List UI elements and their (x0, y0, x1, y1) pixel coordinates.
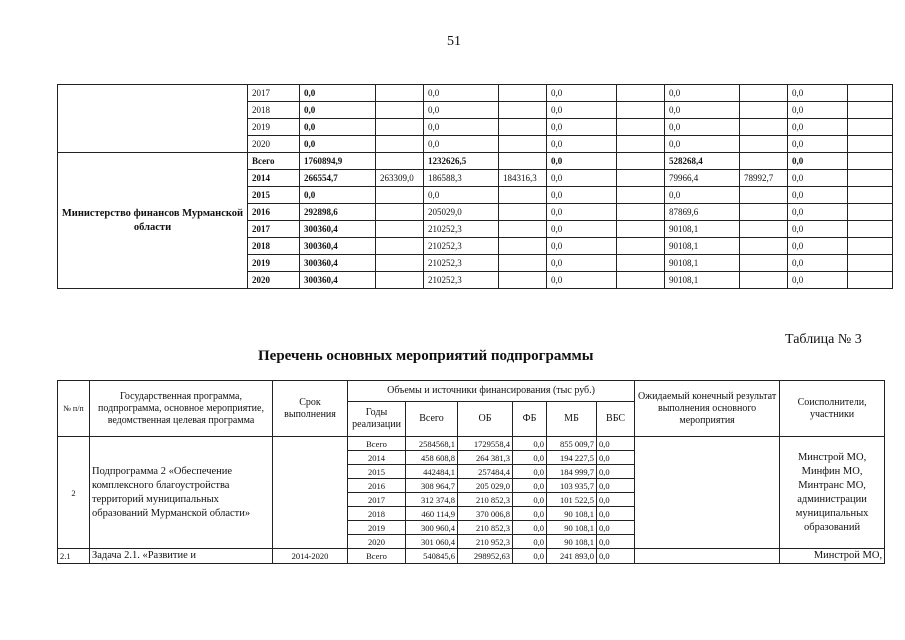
fb-cell: 0,0 (547, 187, 617, 204)
term-cell: 2014-2020 (273, 549, 348, 564)
fb-cell: 0,0 (547, 153, 617, 170)
ob-alt-cell (499, 238, 547, 255)
mb-cell: 90 108,1 (547, 535, 597, 549)
ob-cell: 0,0 (424, 119, 499, 136)
ob-cell: 210 852,3 (458, 493, 513, 507)
empty-cell (617, 272, 665, 289)
empty-cell (499, 102, 547, 119)
vbs-cell: 0,0 (597, 549, 635, 564)
table-row (58, 153, 893, 170)
mb-cell: 0,0 (665, 119, 740, 136)
empty-cell (848, 153, 893, 170)
vbs-cell: 0,0 (597, 521, 635, 535)
total-alt-cell: 263309,0 (376, 170, 424, 187)
empty-cell (499, 119, 547, 136)
empty-cell (848, 85, 893, 102)
fb-cell: 0,0 (547, 136, 617, 153)
total-cell: 2584568,1 (406, 437, 458, 451)
vbs-cell: 0,0 (597, 465, 635, 479)
fb-cell: 0,0 (513, 535, 547, 549)
mb-alt-cell (740, 221, 788, 238)
empty-cell (617, 204, 665, 221)
empty-cell (376, 102, 424, 119)
total-cell: 0,0 (300, 119, 376, 136)
total-cell: 0,0 (300, 102, 376, 119)
ob-cell: 205029,0 (424, 204, 499, 221)
mb-alt-cell (740, 204, 788, 221)
empty-cell (617, 187, 665, 204)
ob-cell: 0,0 (424, 85, 499, 102)
total-cell: 442484,1 (406, 465, 458, 479)
mb-cell: 0,0 (665, 187, 740, 204)
total-cell: 308 964,7 (406, 479, 458, 493)
fb-cell: 0,0 (513, 493, 547, 507)
total-cell: 300360,4 (300, 272, 376, 289)
result-cell (635, 549, 780, 564)
total-cell: 292898,6 (300, 204, 376, 221)
mb-cell: 194 227,5 (547, 451, 597, 465)
ob-cell: 210 852,3 (458, 521, 513, 535)
fb-cell: 0,0 (513, 451, 547, 465)
ob-cell: 298952,63 (458, 549, 513, 564)
fb-cell: 0,0 (547, 255, 617, 272)
vbs-cell: 0,0 (597, 493, 635, 507)
empty-cell (848, 204, 893, 221)
total-cell: 458 608,8 (406, 451, 458, 465)
coexec-cell: Минстрой МО, (780, 549, 885, 564)
header-fb: ФБ (513, 402, 547, 437)
mb-cell: 90 108,1 (547, 521, 597, 535)
row-number: 2 (58, 437, 90, 549)
empty-cell (848, 238, 893, 255)
vbs-cell: 0,0 (788, 119, 848, 136)
year-cell: 2020 (248, 136, 300, 153)
empty-cell (617, 119, 665, 136)
empty-cell (617, 238, 665, 255)
task-name: Задача 2.1. «Развитие и (90, 549, 273, 564)
section-title: Перечень основных мероприятий подпрограммы (258, 348, 594, 364)
result-cell (635, 437, 780, 549)
mb-cell: 528268,4 (665, 153, 740, 170)
ob-alt-cell: 184316,3 (499, 170, 547, 187)
header-total: Всего (406, 402, 458, 437)
ob-cell: 210252,3 (424, 221, 499, 238)
total-cell: 0,0 (300, 187, 376, 204)
header-years: Годы реализации (348, 402, 406, 437)
empty-owner-cell (58, 85, 248, 153)
term-cell (273, 437, 348, 549)
vbs-cell: 0,0 (788, 221, 848, 238)
fb-cell: 0,0 (547, 272, 617, 289)
empty-cell (848, 136, 893, 153)
ob-cell: 257484,4 (458, 465, 513, 479)
financing-table-continued (57, 84, 893, 289)
mb-alt-cell (740, 153, 788, 170)
fb-cell: 0,0 (513, 437, 547, 451)
empty-cell (617, 170, 665, 187)
mb-cell: 0,0 (665, 136, 740, 153)
vbs-cell: 0,0 (788, 85, 848, 102)
mb-cell: 90108,1 (665, 238, 740, 255)
ob-cell: 1232626,5 (424, 153, 499, 170)
empty-cell (617, 102, 665, 119)
total-alt-cell (376, 221, 424, 238)
table-row (58, 85, 893, 102)
mb-alt-cell (740, 238, 788, 255)
year-cell: 2018 (248, 102, 300, 119)
total-alt-cell (376, 187, 424, 204)
empty-cell (617, 153, 665, 170)
ob-cell: 264 381,3 (458, 451, 513, 465)
table-row (58, 437, 885, 451)
vbs-cell: 0,0 (788, 255, 848, 272)
mb-alt-cell (740, 272, 788, 289)
mb-cell: 90 108,1 (547, 507, 597, 521)
total-alt-cell (376, 272, 424, 289)
empty-cell (617, 221, 665, 238)
mb-alt-cell: 78992,7 (740, 170, 788, 187)
empty-cell (617, 85, 665, 102)
total-alt-cell (376, 255, 424, 272)
total-alt-cell (376, 238, 424, 255)
coexec-cell: Минстрой МО, Минфин МО, Минтранс МО, администрации муниципальных образований (780, 437, 885, 549)
fb-cell: 0,0 (513, 465, 547, 479)
mb-alt-cell (740, 255, 788, 272)
year-cell: 2019 (248, 255, 300, 272)
empty-cell (376, 85, 424, 102)
fb-cell: 0,0 (513, 507, 547, 521)
total-cell: 300 960,4 (406, 521, 458, 535)
total-cell: 300360,4 (300, 255, 376, 272)
fb-cell: 0,0 (547, 170, 617, 187)
fb-cell: 0,0 (547, 102, 617, 119)
year-cell: 2015 (348, 465, 406, 479)
fb-cell: 0,0 (547, 221, 617, 238)
ob-cell: 186588,3 (424, 170, 499, 187)
empty-cell (848, 272, 893, 289)
vbs-cell: 0,0 (788, 272, 848, 289)
empty-cell (376, 119, 424, 136)
mb-cell: 90108,1 (665, 221, 740, 238)
total-cell: 0,0 (300, 136, 376, 153)
empty-cell (848, 170, 893, 187)
vbs-cell: 0,0 (788, 187, 848, 204)
year-cell: 2019 (348, 521, 406, 535)
ob-cell: 1729558,4 (458, 437, 513, 451)
total-cell: 300360,4 (300, 238, 376, 255)
vbs-cell: 0,0 (597, 437, 635, 451)
table-label: Таблица № 3 (785, 332, 862, 347)
total-cell: 312 374,8 (406, 493, 458, 507)
vbs-cell: 0,0 (788, 136, 848, 153)
year-cell: 2017 (348, 493, 406, 507)
total-alt-cell (376, 153, 424, 170)
ob-alt-cell (499, 153, 547, 170)
vbs-cell: 0,0 (597, 451, 635, 465)
ob-cell: 210252,3 (424, 272, 499, 289)
mb-cell: 184 999,7 (547, 465, 597, 479)
empty-cell (848, 119, 893, 136)
empty-cell (617, 255, 665, 272)
year-cell: 2014 (248, 170, 300, 187)
total-cell: 266554,7 (300, 170, 376, 187)
header-ob: ОБ (458, 402, 513, 437)
table-row (58, 549, 885, 564)
mb-cell: 241 893,0 (547, 549, 597, 564)
ob-cell: 370 006,8 (458, 507, 513, 521)
ob-cell: 205 029,0 (458, 479, 513, 493)
empty-cell (848, 102, 893, 119)
ministry-name: Министерство финансов Мурманской области (58, 153, 248, 289)
mb-cell: 0,0 (665, 102, 740, 119)
row-number: 2.1 (58, 549, 90, 564)
year-cell: Всего (348, 549, 406, 564)
ob-alt-cell (499, 255, 547, 272)
empty-cell (740, 119, 788, 136)
empty-cell (848, 221, 893, 238)
mb-cell: 90108,1 (665, 272, 740, 289)
total-cell: 540845,6 (406, 549, 458, 564)
year-cell: 2015 (248, 187, 300, 204)
page-number: 51 (447, 34, 461, 49)
mb-cell: 855 009,7 (547, 437, 597, 451)
vbs-cell: 0,0 (788, 170, 848, 187)
ob-cell: 0,0 (424, 187, 499, 204)
fb-cell: 0,0 (547, 85, 617, 102)
ob-cell: 210252,3 (424, 255, 499, 272)
mb-alt-cell (740, 187, 788, 204)
empty-cell (617, 136, 665, 153)
mb-cell: 0,0 (665, 85, 740, 102)
year-cell: 2014 (348, 451, 406, 465)
empty-cell (376, 136, 424, 153)
mb-cell: 87869,6 (665, 204, 740, 221)
empty-cell (848, 187, 893, 204)
year-cell: 2019 (248, 119, 300, 136)
total-cell: 300360,4 (300, 221, 376, 238)
year-cell: 2020 (248, 272, 300, 289)
ob-cell: 210252,3 (424, 238, 499, 255)
empty-cell (740, 85, 788, 102)
ob-cell: 210 952,3 (458, 535, 513, 549)
year-cell: 2018 (248, 238, 300, 255)
mb-cell: 103 935,7 (547, 479, 597, 493)
empty-cell (740, 102, 788, 119)
vbs-cell: 0,0 (788, 238, 848, 255)
fb-cell: 0,0 (547, 204, 617, 221)
fb-cell: 0,0 (547, 238, 617, 255)
total-cell: 301 060,4 (406, 535, 458, 549)
year-cell: Всего (348, 437, 406, 451)
ob-alt-cell (499, 272, 547, 289)
total-cell: 0,0 (300, 85, 376, 102)
year-cell: 2017 (248, 221, 300, 238)
year-cell: 2018 (348, 507, 406, 521)
vbs-cell: 0,0 (788, 153, 848, 170)
year-cell: 2016 (348, 479, 406, 493)
vbs-cell: 0,0 (788, 204, 848, 221)
year-cell: 2020 (348, 535, 406, 549)
header-result: Ожидаемый конечный результат выполнения основного мероприятия (635, 381, 780, 437)
vbs-cell: 0,0 (597, 507, 635, 521)
ob-alt-cell (499, 187, 547, 204)
header-vbs: ВБС (597, 402, 635, 437)
header-num: № п/п (58, 381, 90, 437)
program-name: Подпрограмма 2 «Обеспечение комплексного благоустройства территорий муниципальных образований Мурманской области» (90, 437, 273, 549)
empty-cell (740, 136, 788, 153)
vbs-cell: 0,0 (597, 479, 635, 493)
header-term: Срок выполнения (273, 381, 348, 437)
header-coexec: Соисполнители, участники (780, 381, 885, 437)
ob-cell: 0,0 (424, 136, 499, 153)
fb-cell: 0,0 (547, 119, 617, 136)
header-funding: Объемы и источники финансирования (тыс руб.) (348, 381, 635, 402)
ob-alt-cell (499, 204, 547, 221)
ob-alt-cell (499, 221, 547, 238)
fb-cell: 0,0 (513, 521, 547, 535)
header-program: Государственная программа, подпрограмма, основное мероприятие, ведомственная целевая программа (90, 381, 273, 437)
fb-cell: 0,0 (513, 479, 547, 493)
measures-table (57, 380, 885, 564)
mb-cell: 90108,1 (665, 255, 740, 272)
ob-cell: 0,0 (424, 102, 499, 119)
total-cell: 460 114,9 (406, 507, 458, 521)
vbs-cell: 0,0 (597, 535, 635, 549)
empty-cell (499, 136, 547, 153)
header-mb: МБ (547, 402, 597, 437)
empty-cell (499, 85, 547, 102)
mb-cell: 79966,4 (665, 170, 740, 187)
fb-cell: 0,0 (513, 549, 547, 564)
mb-cell: 101 522,5 (547, 493, 597, 507)
total-cell: 1760894,9 (300, 153, 376, 170)
empty-cell (848, 255, 893, 272)
vbs-cell: 0,0 (788, 102, 848, 119)
total-alt-cell (376, 204, 424, 221)
year-cell: Всего (248, 153, 300, 170)
year-cell: 2017 (248, 85, 300, 102)
year-cell: 2016 (248, 204, 300, 221)
